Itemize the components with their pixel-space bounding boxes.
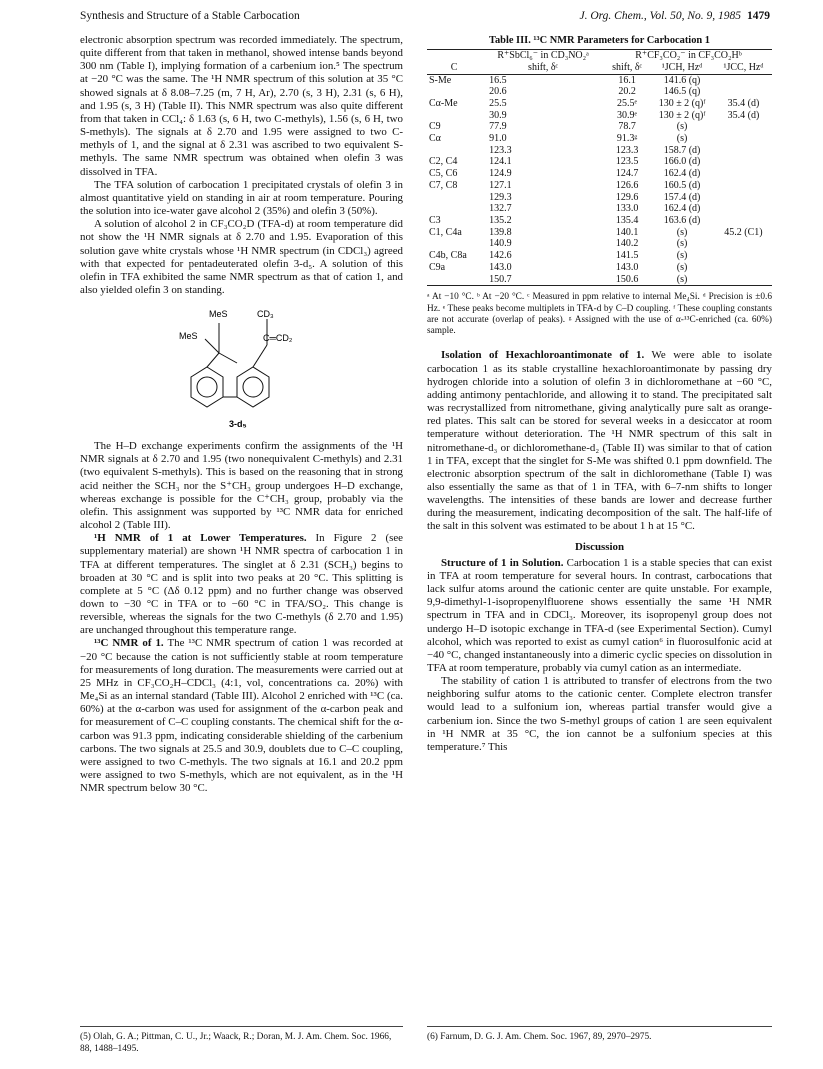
table-cell: 142.6: [489, 250, 512, 262]
table-cell: 30.9: [489, 109, 507, 121]
running-header-title: Synthesis and Structure of a Stable Carbocation: [80, 10, 300, 22]
chemical-structure: [80, 305, 403, 435]
footnote-right: (6) Farnum, D. G. J. Am. Chem. Soc. 1967, 89, 2970–2975.: [427, 1026, 772, 1044]
table-cell: 35.4 (d): [727, 97, 760, 109]
table-cell: [427, 145, 481, 157]
table-row: [427, 168, 772, 180]
paragraph: A solution of alcohol 2 in CF₃CO₂D (TFA-d) at room temperature did not show the ¹H NMR signals at δ 2.70 and 1.95. Evaporation of this solution gave white crystals whose ¹H NMR spectrum (in CDCl₃) agreed with that expected for pentadeuterated olefin 3-d₅. A solution of this olefin in TFA exhibited the same NMR spectrum as that of cation 1, and also yielded olefin 3 on standing.: [80, 218, 403, 296]
section-heading: Discussion: [574, 540, 625, 553]
table-cell: 160.5 (d): [663, 179, 701, 191]
paragraph-text: The ¹³C NMR spectrum of cation 1 was recorded at −20 °C because the cation is not sufficiently stable at room temperature for measurements of long duration. The measurements were carried out at 25 MHz in CF₃CO₂H–CDCl₃ (4:1, vol, concentrations ca. 20%) with Me₄Si as an internal standard (Table III). Alcohol 2 enriched with ¹³C (ca. 60%) at the α-carbon was used for assignment of the α-carbon peak and for measurement of C–C coupling constants. The chemical shift for the α-carbon was 91.3 ppm, indicating considerable shielding of the carbenium carbons. The two signals at 25.5 and 30.9, doublets due to C–C coupling, were assigned to two C-methyls. The two signals at 16.1 and 20.2 ppm were assigned to two S-methyls, which are not equivalent, as in the ¹H NMR spectrum below 30 °C.: [80, 637, 403, 795]
page-number: 1479: [747, 10, 770, 22]
table-cell: C4b, C8a: [429, 250, 467, 262]
table-cell: 132.7: [489, 203, 512, 215]
table-cell: 77.9: [489, 121, 507, 133]
table-cell: 20.2: [618, 86, 636, 98]
table-cell: 150.6: [615, 273, 639, 285]
table-row: [427, 110, 772, 122]
table-row: [427, 156, 772, 168]
col-header-jcc: ¹JCC, Hzᵈ: [723, 61, 764, 73]
table-cell: 143.0: [489, 261, 512, 273]
footnote-left: (5) Olah, G. A.; Pittman, C. U., Jr.; Waack, R.; Doran, M. J. Am. Chem. Soc. 1966, 88, 1488–1495.: [80, 1026, 403, 1055]
table-cell: 166.0 (d): [663, 156, 701, 168]
table-cell: [715, 74, 772, 86]
paragraph-text: We were able to isolate carbocation 1 as its stable crystalline hexachloroantimonate by passing dry hydrogen chloride into a solution of olefin 3 in dichloromethane at −60 °C, adding antimony pentachloride, and allowing it to stand. The precipitated salt was recrystallized from nitromethane, giving analytically pure salt as orange-red plates. This salt can be stored for several weeks in a desiccator at room temperature without deterioration. The ¹H NMR spectrum of this salt in nitromethane-d₃ or dichloromethane-d₂ (Table II) was similar to that of cation 1 in TFA, except that the singlet for S-Me was shifted 0.1 ppm downfield. The electronic absorption spectrum of the salt in dichloromethane (Table I) was also essentially the same as that of 1 in TFA, with 6–7-nm shifts to longer wavelengths. The intensities of these bands are lower and decrease further during the measurement, indicating decomposition of the salt. The half-life of the salt in this solvent was estimated to be about 1 h at 15 °C.: [427, 349, 772, 533]
paragraph: [427, 349, 772, 533]
table-cell: 16.5: [489, 74, 507, 86]
paragraph: [80, 637, 403, 795]
paragraph: The stability of cation 1 is attributed to transfer of electrons from the two neighboring sulfur atoms to the cationic center. Complete electron transfer would lead to a sulfonium ion, whereas partial transfer would give a carbenium ion. Since the two S-methyl groups of cation 1 are seen equivalent in ¹H NMR at 35 °C, the ion cannot be a sulfonium species at this temperature.⁷ This: [427, 675, 772, 753]
table-cell: 143.0: [615, 261, 639, 273]
table-cell: 25.5: [489, 97, 507, 109]
paragraph: [80, 532, 403, 637]
table-cell: 140.9: [489, 238, 512, 250]
table-cell: (s): [676, 261, 688, 273]
col-header-c: C: [450, 61, 458, 73]
table-cell: 123.3: [615, 144, 639, 156]
table-footnotes: ᵃ At −10 °C. ᵇ At −20 °C. ᶜ Measured in ppm relative to internal Me₄Si. ᵈ Precision is ±0.6 Hz. ᵉ These peaks become multiplets in TFA-d by C–D coupling. ᶠ These coupling constants are not accurate (overlap of peaks). ᵍ Assigned with the use of α-¹³C-enriched (ca. 60%) sample.: [427, 292, 772, 337]
table-cell: [715, 168, 772, 180]
table-cell: 16.1: [618, 74, 636, 86]
paragraph-text: In Figure 2 (see supplementary material) are shown ¹H NMR spectra of carbocation 1 in TFA at different temperatures. The singlet at δ 2.31 (SCH₃) begins to broaden at 30 °C and is split into two peaks at 20 °C. This splitting is complete at 5 °C (Δδ 0.12 ppm) and no further change was observed down to −30 °C in TFA or to −60 °C in TFA/SO₂. This change is reversible, whereas the signals for the two C-methyls (δ 2.70 and 1.95) are unchanged throughout this temperature range.: [80, 532, 403, 637]
table-cell: [715, 156, 772, 168]
table-cell: 129.6: [615, 191, 639, 203]
table-row: [427, 86, 772, 98]
right-column: [427, 34, 772, 754]
table-cell: Cα: [429, 133, 441, 145]
table-body: [427, 74, 772, 286]
col-header-sbcl: R⁺SbCl₆⁻ in CD₃NO₂ᵃ: [497, 50, 589, 62]
table-cell: [715, 86, 772, 98]
table-cell: [427, 238, 481, 250]
table-cell: 129.3: [489, 191, 512, 203]
table-cell: C3: [429, 215, 441, 226]
table-cell: 163.6 (d): [663, 215, 701, 226]
paragraph: [427, 557, 772, 675]
table-cell: 162.4 (d): [663, 203, 701, 215]
table-cell: [715, 274, 772, 286]
table-cell: 130 ± 2 (q)ᶠ: [658, 97, 706, 109]
table-cell: 78.7: [618, 121, 636, 133]
table-cell: 35.4 (d): [727, 109, 760, 121]
table-cell: [427, 192, 481, 204]
table-row: [427, 215, 772, 227]
table-cell: 135.4: [615, 215, 639, 226]
left-column: [80, 34, 403, 795]
table-cell: [715, 121, 772, 133]
table-cell: 162.4 (d): [663, 168, 701, 180]
table-cell: C5, C6: [429, 168, 458, 180]
table-cell: C9: [429, 121, 441, 133]
table-cell: 124.1: [489, 156, 512, 168]
table-row: [427, 238, 772, 250]
table-cell: [715, 203, 772, 215]
table-cell: C2, C4: [429, 156, 458, 168]
table-cell: [715, 262, 772, 274]
table-iii: [427, 34, 772, 337]
run-in-heading: ¹³C NMR of 1.: [94, 637, 164, 650]
table-cell: [427, 274, 481, 286]
nmr-table: [427, 49, 772, 286]
table-row: [427, 192, 772, 204]
table-cell: 91.0: [489, 133, 507, 145]
table-row: [427, 145, 772, 157]
table-cell: 139.8: [489, 226, 512, 238]
running-header-journal: [579, 10, 770, 22]
table-cell: 158.7 (d): [663, 144, 701, 156]
table-caption: Table III. ¹³C NMR Parameters for Carbocation 1: [489, 35, 710, 46]
table-cell: [715, 192, 772, 204]
table-row: [427, 227, 772, 239]
table-cell: [715, 145, 772, 157]
table-cell: 146.5 (q): [663, 86, 701, 98]
table-cell: [715, 215, 772, 227]
compound-label: 3-d₅: [228, 419, 247, 430]
table-cell: 127.1: [489, 179, 512, 191]
table-cell: Cα-Me: [429, 97, 458, 109]
table-row: [427, 74, 772, 86]
table-row: [427, 250, 772, 262]
paragraph: electronic absorption spectrum was recorded immediately. The spectrum, quite different from that taken in methanol, showed intense bands beyond 300 nm (Table I), implying formation of a carbenium ion.⁵ The spectrum at −20 °C was the same. The ¹H NMR spectrum of this solution at 35 °C showed signals at δ 8.08–7.25 (m, 7 H, Ar), 2.70 (s, 3 H), 2.31 (s, 6 H), and 1.95 (s, 3 H) (Table II). This NMR spectrum was also quite different from that taken in CCl₄: δ 1.63 (s, 6 H, two C-methyls), 1.56 (s, 6 H, two S-methyls). The signals at δ 2.70 and 1.95 were assigned to two C-methyls of 1, and the signal at δ 2.31 was ascribed to two equivalent S-methyls. The same NMR spectrum was obtained when olefin 3 was dissolved in TFA.: [80, 34, 403, 178]
col-header-jch: ¹JCH, Hzᵈ: [661, 61, 703, 73]
paragraph: The TFA solution of carbocation 1 precipitated crystals of olefin 3 in almost quantitative yield on standing in air at room temperature. Pouring the solution into ice-water gave alcohol 2 (35%) and olefin 3 (50%).: [80, 178, 403, 218]
table-cell: 140.2: [615, 238, 639, 250]
run-in-heading: ¹H NMR of 1 at Lower Temperatures.: [94, 532, 307, 545]
table-cell: 133.0: [615, 203, 639, 215]
table-cell: [715, 133, 772, 145]
table-cell: 141.5: [615, 250, 639, 262]
table-cell: (s): [676, 226, 688, 238]
table-cell: (s): [676, 121, 688, 133]
table-cell: 157.4 (d): [663, 191, 701, 203]
journal-citation: J. Org. Chem., Vol. 50, No. 9, 1985: [579, 10, 741, 22]
col-header-cf3: R⁺CF₃CO₂⁻ in CF₃CO₂Hᵇ: [635, 50, 742, 62]
cd3-label: CD₃: [256, 309, 274, 320]
col-header-shift1: shift, δᶜ: [528, 61, 559, 73]
col-header-shift2: shift, δᶜ: [612, 61, 643, 73]
table-cell: S-Me: [429, 74, 452, 86]
structure-drawing: [167, 305, 317, 435]
table-cell: 45.2 (C1): [724, 226, 763, 238]
table-cell: C7, C8: [429, 179, 458, 191]
table-cell: 124.9: [489, 168, 512, 180]
table-cell: (s): [676, 250, 688, 262]
table-cell: 123.3: [489, 144, 512, 156]
table-cell: [427, 110, 481, 122]
table-cell: C1, C4a: [429, 226, 462, 238]
table-cell: 130 ± 2 (q)ᶠ: [658, 109, 706, 121]
run-in-heading: Structure of 1 in Solution.: [441, 556, 564, 569]
paragraph: The H–D exchange experiments confirm the assignments of the ¹H NMR signals at δ 2.70 and 1.95 (two nonequivalent C-methyls) and 2.31 (two equivalent S-methyls). This is based on the reasoning that in strong acid neither the SCH₃ nor the S⁺CH₃ group undergoes H–D exchange, whereas exchange is possible for the C⁺CH₃ group, probably via the olefin. This assignment was supported by ¹³C NMR data for enriched alcohol 2 (Table III).: [80, 440, 403, 532]
table-row: [427, 274, 772, 286]
table-cell: 123.5: [615, 156, 639, 168]
smethyl-label: MeS: [208, 309, 228, 320]
table-cell: 25.5ᵉ: [617, 97, 638, 109]
table-cell: 135.2: [489, 215, 512, 226]
table-cell: 20.6: [489, 86, 507, 98]
table-row: [427, 133, 772, 145]
table-cell: 124.7: [615, 168, 639, 180]
table-cell: [427, 203, 481, 215]
table-cell: C9a: [429, 261, 446, 273]
table-cell: [427, 86, 481, 98]
paragraph-text: Carbocation 1 is a stable species that can exist in TFA at room temperature for several hours. In contrast, carbocations that lack sulfur atoms around the cationic center are quite unstable. For example, 9,9-dimethyl-1-isopropenylfluorene shows essentially the same ¹H NMR spectrum in TFA and in CDCl₃. Moreover, its isopropenyl group does not undergo H–D isotopic exchange in TFA-d (see Experimental Section). Cumyl alcohol, which was reported to exist as cumyl cation⁶ in fluorosulfonic acid at −40 °C, changed instantaneously into a dimeric cyclic species on dissolution in TFA at room temperature, probably via cumyl cation as an intermediate.: [427, 556, 773, 674]
table-row: [427, 121, 772, 133]
table-cell: (s): [676, 238, 688, 250]
table-cell: 30.9ᵉ: [617, 109, 638, 121]
table-cell: 91.3ᵍ: [616, 133, 638, 145]
table-row: [427, 262, 772, 274]
table-cell: 140.1: [615, 226, 639, 238]
table-cell: 150.7: [489, 273, 512, 285]
run-in-heading: Isolation of Hexachloroantimonate of 1.: [441, 349, 645, 362]
table-cell: [715, 250, 772, 262]
table-row: [427, 98, 772, 110]
table-row: [427, 203, 772, 215]
table-cell: [715, 238, 772, 250]
table-cell: (s): [676, 133, 688, 145]
table-cell: [715, 180, 772, 192]
table-cell: (s): [676, 273, 688, 285]
smethyl-label-2: MeS: [178, 331, 198, 342]
table-cell: 126.6: [615, 179, 639, 191]
cd2-label: C═CD₂: [262, 333, 292, 344]
table-row: [427, 180, 772, 192]
table-cell: 141.6 (q): [663, 74, 701, 86]
